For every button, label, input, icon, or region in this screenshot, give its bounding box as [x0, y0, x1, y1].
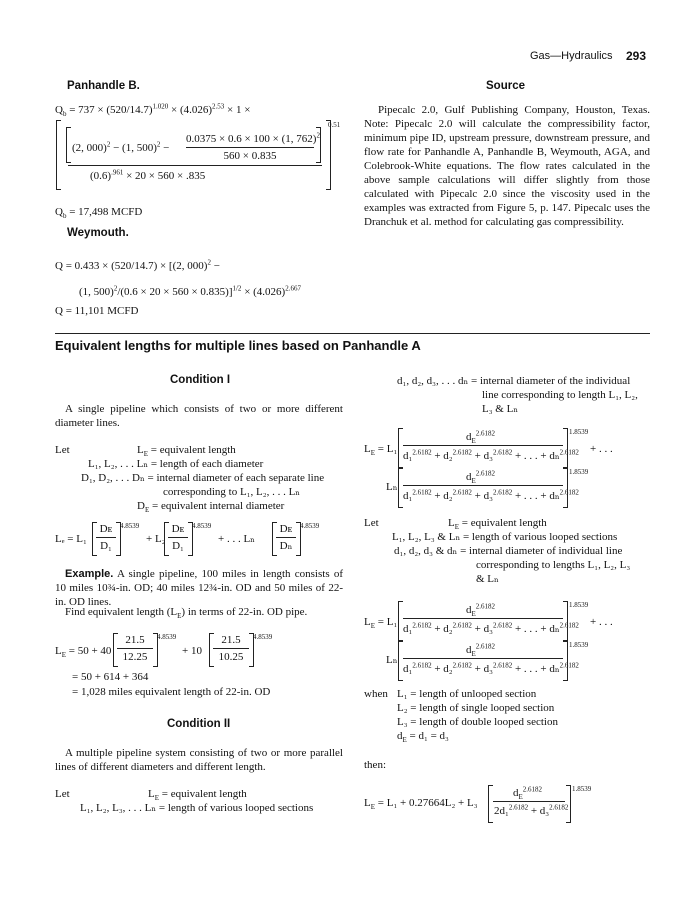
eqA-bar [403, 445, 563, 446]
let2-label: Let [364, 517, 379, 529]
running-title: Gas—Hydraulics [530, 50, 613, 62]
page-number: 293 [626, 49, 647, 63]
eqA-bracket-r [563, 428, 568, 468]
eq1-num3: Dᴇ [279, 523, 293, 535]
condition-1-intro: A single pipeline which consists of two or more different diameter lines. [55, 403, 343, 429]
eq1-exp2: 4.8539 [192, 522, 212, 530]
calc-bar1 [117, 648, 153, 649]
condition-1-def2: L₁, L₂, . . . Lₙ = length of each diameter [88, 458, 264, 470]
calc-num2: 21.5 [221, 634, 241, 646]
weymouth-line1: Q = 0.433 × (520/14.7) × [(2, 000)$^2$ − [55, 258, 220, 272]
eq1-exp1: 4.8539 [120, 522, 140, 530]
eqB-exp: 1.8539 [569, 468, 589, 476]
condition-1-def3b: corresponding to L₁, L₂, . . . Lₙ [163, 486, 301, 498]
let2-def3c: & Lₙ [476, 573, 499, 585]
qb-inner-numerator: 0.0375 × 0.6 × 100 × (1, 762)$^2$ [186, 131, 320, 145]
eq1-bar3 [276, 537, 296, 538]
let2-def3: d₁, d₂, d₃ & dₙ = internal diameter of individual line [394, 545, 623, 557]
eqD-lhs: Lₙ [386, 654, 398, 666]
let2-def3b: corresponding to lengths L₁, L₂, L₃ [476, 559, 631, 571]
then-label: then: [364, 759, 386, 771]
d-definition-b: line corresponding to length L₁, L₂, [482, 389, 638, 401]
panhandle-b-title: Panhandle B. [67, 80, 140, 92]
eq1-dots: + . . . Lₙ [218, 533, 255, 545]
final-eq-lhs: $L_E = L_1 + 0.27664L_2 + L_3$ [364, 797, 478, 812]
let2-def2: L₁, L₂, L₃ & Lₙ = length of various looped sections [392, 531, 618, 543]
eqD-bracket-r [563, 641, 568, 681]
final-bar [493, 801, 565, 802]
eqC-lhs: $L_E = L_1$ [364, 616, 398, 631]
eqD-bar [403, 658, 563, 659]
calc-line2: = 50 + 614 + 364 [72, 671, 149, 683]
qb-inner-terms: (2, 000)$^2$ − (1, 500)$^2$ − [72, 140, 170, 154]
qb-outer-exponent: 0.51 [328, 121, 341, 129]
condition-1-eq-lhs: Lₑ = L₁ [55, 533, 87, 545]
section-rule [55, 333, 650, 334]
when-1: L₁ = length of unlooped section [397, 688, 537, 700]
let2-def1: $L_E$ = equivalent length [448, 517, 547, 532]
condition-1-def1: $L_E$ = equivalent length [137, 444, 236, 459]
eq1-den3: Dₙ [279, 540, 293, 552]
qb-left-bracket [56, 120, 61, 190]
final-den: 2d₁$^{2.6182}$ + d₃$^{2.6182}$ [494, 803, 569, 817]
qb-inner-denominator: 560 × 0.835 [223, 150, 277, 162]
qb-outer-fraction-bar [68, 165, 322, 166]
final-exp: 1.8539 [572, 785, 592, 793]
eqB-num: $d_E^{2.6182}$ [466, 469, 496, 486]
eqD-exp: 1.8539 [569, 641, 589, 649]
qb-inner-left-bracket [66, 127, 71, 163]
qb-equation-line1: $Q_b = 737 \times (520/14.7)^{1.020} \times (4.026)^{2.53} \times 1$ × [55, 102, 251, 119]
eqB-den: d₁$^{2.6182}$ + d₂$^{2.6182}$ + d₃$^{2.6182}$ + . . . + dₙ$^{2.6182}$ [403, 488, 579, 502]
eqA-tail: + . . . [590, 443, 613, 455]
eqC-tail: + . . . [590, 616, 613, 628]
source-title: Source [486, 80, 525, 92]
final-num: $d_E^{2.6182}$ [513, 785, 543, 802]
condition-2-def1: $L_E$ = equivalent length [148, 788, 247, 803]
condition-1-def4: $D_E$ = equivalent internal diameter [137, 500, 285, 515]
when-4: $d_E = d_1 = d_3$ [397, 730, 449, 745]
condition-2-def2: L₁, L₂, L₃, . . . Lₙ = length of various looped sections [80, 802, 314, 814]
qb-result: $Q_b = 17,498$ MCFD [55, 206, 143, 221]
calc-exp1: 4.8539 [157, 633, 177, 641]
when-label: when [364, 688, 388, 700]
final-bracket-l [488, 785, 493, 823]
example-paragraph: Example. A single pipeline, 100 miles in length consists of 10 miles 10¾-in. OD; 40 miles 12¾-in. OD and 50 miles of 22-in. OD lines. [55, 568, 343, 608]
eq1-bar2 [168, 537, 188, 538]
eqC-bar [403, 618, 563, 619]
section-title: Equivalent lengths for multiple lines based on Panhandle A [55, 338, 421, 353]
weymouth-result: Q = 11,101 MCFD [55, 305, 139, 317]
eq1-num1: Dᴇ [99, 523, 113, 535]
condition-2-title: Condition II [167, 718, 231, 730]
eqC-bracket-r [563, 601, 568, 641]
calc-den2: 10.25 [218, 651, 244, 663]
calc-exp2: 4.8539 [253, 633, 273, 641]
calc-bar2 [213, 648, 249, 649]
when-3: L₃ = length of double looped section [397, 716, 558, 728]
condition-1-def3: D₁, D₂, . . . Dₙ = internal diameter of each separate line [81, 472, 325, 484]
eqD-num: $d_E^{2.6182}$ [466, 642, 496, 659]
eqB-bar [403, 485, 563, 486]
condition-2-let: Let [55, 788, 70, 800]
eq1-den1: D₁ [100, 540, 112, 552]
eq1-num2: Dᴇ [171, 523, 185, 535]
eqC-num: $d_E^{2.6182}$ [466, 602, 496, 619]
condition-2-intro: A multiple pipeline system consisting of two or more parallel lines of different diameters and different length. [55, 747, 343, 773]
eqD-den: d₁$^{2.6182}$ + d₂$^{2.6182}$ + d₃$^{2.6182}$ + . . . + dₙ$^{2.6182}$ [403, 661, 579, 675]
eqA-exp: 1.8539 [569, 428, 589, 436]
eq1-bar1 [96, 537, 116, 538]
weymouth-title: Weymouth. [67, 227, 129, 239]
eqA-lhs: $L_E = L_1$ [364, 443, 398, 458]
qb-inner-fraction-bar [186, 147, 314, 148]
calc-den1: 12.25 [122, 651, 148, 663]
eq1-plus-l2: + L₂ [146, 533, 166, 545]
eqA-den: d₁$^{2.6182}$ + d₂$^{2.6182}$ + d₃$^{2.6182}$ + . . . + dₙ$^{2.6182}$ [403, 448, 579, 462]
eqB-lhs: Lₙ [386, 481, 398, 493]
calc-lhs: $L_E = 50 + 40$ [55, 645, 112, 660]
eqA-num: $d_E^{2.6182}$ [466, 429, 496, 446]
eq1-den2: D₁ [172, 540, 184, 552]
eqC-den: d₁$^{2.6182}$ + d₂$^{2.6182}$ + d₃$^{2.6182}$ + . . . + dₙ$^{2.6182}$ [403, 621, 579, 635]
d-definition: d₁, d₂, d₃, . . . dₙ = internal diameter of the individual [397, 375, 631, 387]
calc-num1: 21.5 [125, 634, 145, 646]
condition-1-let: Let [55, 444, 70, 456]
example-find: Find equivalent length $(L_E)$ in terms of 22-in. OD pipe. [65, 606, 308, 621]
eq1-exp3: 4.8539 [300, 522, 320, 530]
eqB-bracket-r [563, 468, 568, 508]
source-paragraph: Pipecalc 2.0, Gulf Publishing Company, Houston, Texas. Note: Pipecalc 2.0 will calculate the compressibility factor, minimum pipe ID, upstream pressure, downstream pressure, and flow rate for Panhandle A, Panhandle B, Weymouth, AGA, and Colebrook-White equations. The flow rates calculated in the above sample calculations will differ slightly from those calculated with Pipecalc 2.0 since the viscosity used in the examples was extracted from Figure 5, p. 147. Pipecalc uses the Dranchuk et al. method for calculating gas compressibility. [364, 104, 650, 228]
condition-1-title: Condition I [170, 374, 231, 386]
calc-line3: = 1,028 miles equivalent length of 22-in. OD [72, 686, 271, 698]
weymouth-line2: (1, $500)^2/(0.6 \times 20 \times 560 \times 0.835)]^{1/2} \times (4.026)^{2.667}$ [79, 284, 301, 298]
d-definition-c: L₃ & Lₙ [482, 403, 519, 415]
calc-plus: + 10 [182, 645, 202, 657]
eqC-exp: 1.8539 [569, 601, 589, 609]
final-bracket-r [566, 785, 571, 823]
qb-outer-denominator: $(0.6)^{.961} \times 20 \times 560 \times .835$ [90, 168, 206, 182]
when-2: L₂ = length of single looped section [397, 702, 555, 714]
